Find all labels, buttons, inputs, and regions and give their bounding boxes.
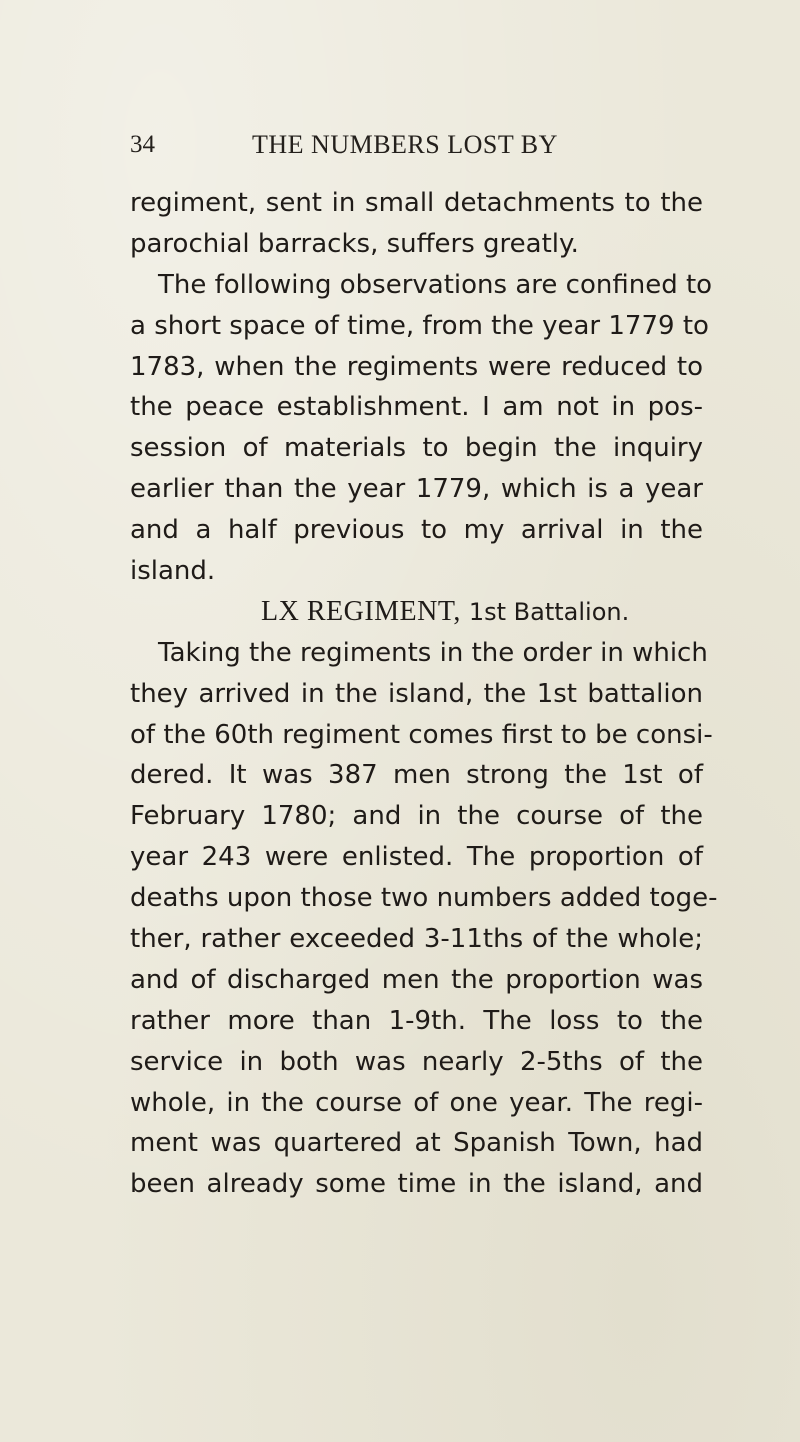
page-header bbox=[0, 130, 800, 170]
text-line: island. bbox=[130, 556, 216, 587]
text-line: they arrived in the island, the 1st battalion bbox=[130, 678, 703, 709]
section-heading bbox=[130, 592, 703, 633]
text-line: earlier than the year 1779, which is a year bbox=[130, 474, 703, 505]
text-line: parochial barracks, suffers greatly. bbox=[130, 228, 579, 259]
text-line: and of discharged men the proportion was bbox=[130, 964, 703, 995]
page-number: 34 bbox=[130, 131, 155, 158]
running-title: THE NUMBERS LOST BY bbox=[252, 130, 558, 159]
text-line: a short space of time, from the year 1779 to bbox=[130, 310, 709, 341]
text-line: February 1780; and in the course of the bbox=[130, 801, 703, 832]
text-line: and a half previous to my arrival in the bbox=[130, 515, 703, 546]
text-line: The following observations are confined to bbox=[158, 269, 713, 300]
section-heading-title: LX REGIMENT, bbox=[261, 595, 461, 627]
text-line: rather more than 1-9th. The loss to the bbox=[130, 1005, 703, 1036]
text-line: year 243 were enlisted. The proportion of bbox=[130, 842, 703, 873]
text-line: whole, in the course of one year. The regi- bbox=[130, 1087, 703, 1118]
text-line: deaths upon those two numbers added toge- bbox=[130, 883, 718, 914]
text-line: service in both was nearly 2-5ths of the bbox=[130, 1046, 703, 1077]
text-line: of the 60th regiment comes first to be consi- bbox=[130, 719, 713, 750]
text-line: session of materials to begin the inquiry bbox=[130, 433, 703, 464]
body-text bbox=[130, 183, 718, 1205]
section-heading-subtitle: 1st Battalion. bbox=[468, 597, 630, 626]
text-line: 1783, when the regiments were reduced to bbox=[130, 351, 703, 382]
text-line: dered. It was 387 men strong the 1st of bbox=[130, 760, 703, 791]
text-line: been already some time in the island, and bbox=[130, 1169, 703, 1200]
text-line: the peace establishment. I am not in pos- bbox=[130, 392, 703, 423]
text-line: regiment, sent in small detachments to the bbox=[130, 188, 703, 218]
text-line: ther, rather exceeded 3-11ths of the whole; bbox=[130, 924, 703, 955]
text-line: ment was quartered at Spanish Town, had bbox=[130, 1128, 703, 1159]
text-line: Taking the regiments in the order in which bbox=[158, 637, 708, 668]
